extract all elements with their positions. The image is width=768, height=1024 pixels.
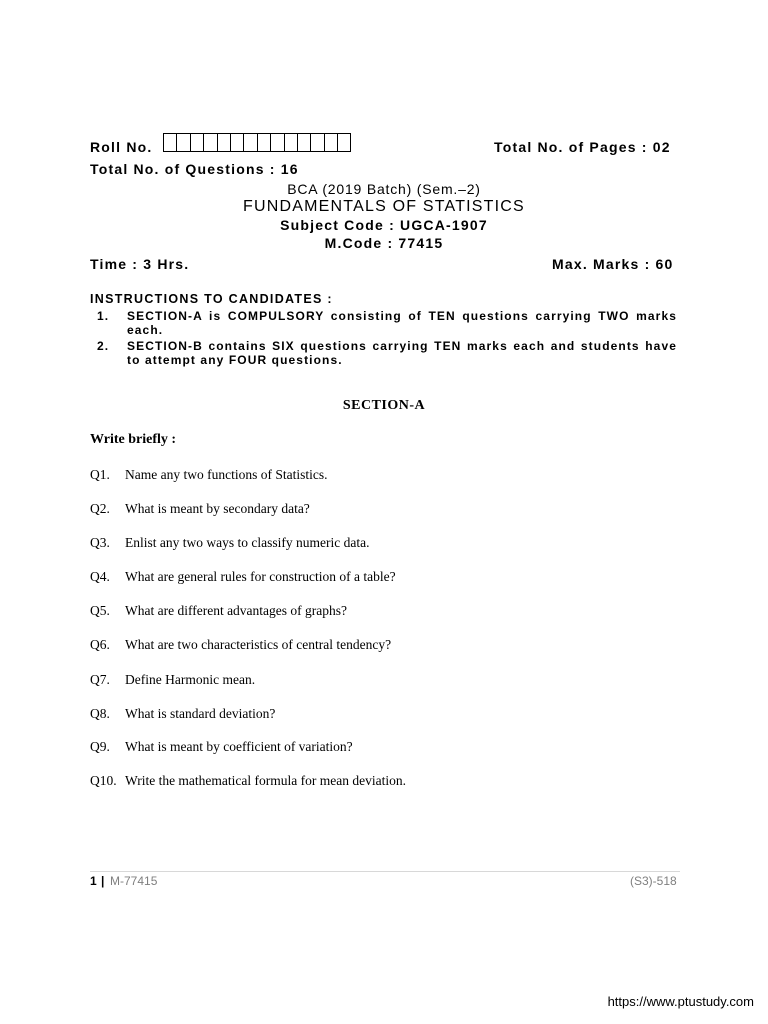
footer-divider [90,871,680,872]
roll-number-boxes [163,133,351,152]
footer-page-number: 1 [90,874,97,888]
roll-number-box [337,133,351,152]
footer-code: M-77415 [110,874,158,888]
question-item [90,603,347,619]
roll-number-box [297,133,310,152]
question-number: Q9. [90,739,110,754]
question-number: Q7. [90,672,110,687]
question-number: Q6. [90,637,110,652]
roll-number-box [176,133,189,152]
question-text: Enlist any two ways to classify numeric data. [125,535,370,550]
roll-number-box [310,133,323,152]
course-batch: BCA (2019 Batch) (Sem.–2) [287,181,481,197]
question-item [90,739,353,755]
question-number: Q5. [90,603,110,618]
subject-code: Subject Code : UGCA-1907 [280,217,488,233]
question-text: What are different advantages of graphs? [125,603,348,618]
question-text: Write the mathematical formula for mean deviation. [125,773,406,788]
section-a-prompt: Write briefly : [90,432,177,447]
question-number: Q8. [90,706,110,721]
question-item [90,706,275,722]
question-text: Name any two functions of Statistics. [125,467,328,482]
roll-number-label: Roll No. [90,139,153,155]
instruction-item [97,309,677,337]
section-a-title: SECTION-A [342,398,426,413]
question-number: Q3. [90,535,110,550]
question-item [90,773,406,789]
instruction-text: SECTION-A is COMPULSORY consisting of TEN questions carrying TWO marks each. [127,309,677,337]
question-number: Q10. [90,773,117,788]
question-number: Q4. [90,569,110,584]
total-pages: Total No. of Pages : 02 [494,139,671,155]
instruction-text: SECTION-B contains SIX questions carrying TEN marks each and students have to attempt any FOUR questions. [127,339,677,367]
roll-number-box [257,133,270,152]
total-questions: Total No. of Questions : 16 [90,161,299,177]
max-marks: Max. Marks : 60 [552,256,674,272]
roll-number-box [324,133,337,152]
m-code: M.Code : 77415 [324,235,444,251]
roll-number-box [203,133,216,152]
question-number: Q1. [90,467,110,482]
footer-separator: | [101,874,105,888]
question-text: What are two characteristics of central tendency? [125,637,392,652]
instructions-title: INSTRUCTIONS TO CANDIDATES : [90,292,333,306]
time-allowed: Time : 3 Hrs. [90,256,190,272]
roll-number-box [190,133,203,152]
roll-number-box [243,133,256,152]
question-number: Q2. [90,501,110,516]
question-item [90,672,255,688]
roll-number-box [284,133,297,152]
question-item [90,467,327,483]
question-item [90,535,369,551]
question-text: What is meant by coefficient of variation? [125,739,353,754]
question-text: What are general rules for construction of a table? [125,569,396,584]
source-watermark[interactable]: https://www.ptustudy.com [607,994,754,1009]
question-item [90,501,310,517]
question-text: What is standard deviation? [125,706,276,721]
roll-number-box [270,133,283,152]
roll-number-box [230,133,243,152]
question-text: What is meant by secondary data? [125,501,310,516]
instruction-number: 2. [97,339,110,353]
roll-number-box [163,133,176,152]
question-item [90,569,396,585]
question-text: Define Harmonic mean. [125,672,256,687]
subject-title: FUNDAMENTALS OF STATISTICS [243,198,525,215]
instruction-item [97,339,677,367]
footer-right-code: (S3)-518 [630,874,677,888]
roll-number-box [217,133,230,152]
instruction-number: 1. [97,309,110,323]
question-item [90,637,391,653]
